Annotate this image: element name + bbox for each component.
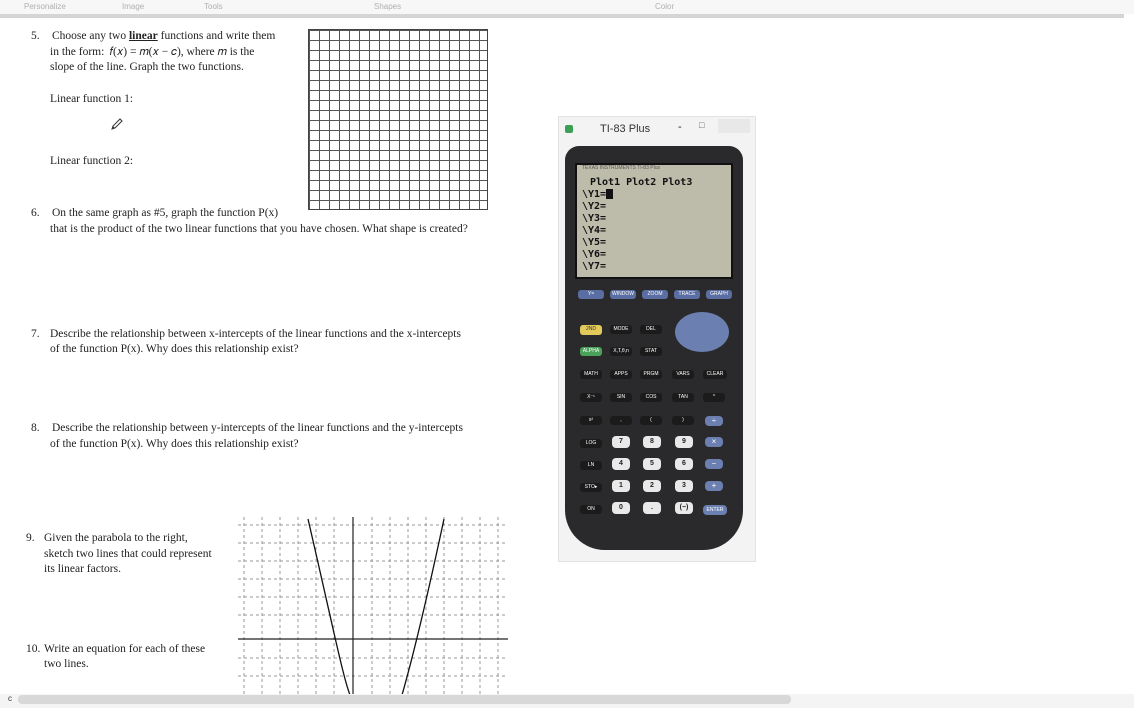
graph-grid — [308, 29, 488, 210]
key-cos[interactable]: COS — [640, 393, 662, 402]
toolbar-item-shapes[interactable]: Shapes — [374, 2, 402, 11]
key-add[interactable]: + — [705, 481, 723, 491]
key-apps[interactable]: APPS — [610, 370, 632, 379]
arrow-pad[interactable] — [675, 312, 729, 352]
question-10-line-2: two lines. — [44, 658, 89, 670]
key-7[interactable]: 7 — [612, 436, 630, 448]
key-power[interactable]: ^ — [703, 393, 725, 402]
key-on[interactable]: ON — [580, 505, 602, 514]
key-3[interactable]: 3 — [675, 480, 693, 492]
y6-line: \Y6= — [582, 249, 607, 260]
key-negative[interactable]: (−) — [675, 502, 693, 514]
y3-line: \Y3= — [582, 213, 607, 224]
parabola-graph — [238, 517, 510, 700]
question-9-number: 9. — [26, 532, 35, 544]
question-5 — [31, 29, 40, 45]
annotation-toolbar — [0, 0, 1134, 14]
y2-line: \Y2= — [582, 201, 607, 212]
key-tan[interactable]: TAN — [672, 393, 694, 402]
corner-label: c — [8, 694, 12, 703]
key-sto[interactable]: STO▸ — [580, 483, 602, 492]
key-6[interactable]: 6 — [675, 458, 693, 470]
y5-line: \Y5= — [582, 237, 607, 248]
key-0[interactable]: 0 — [612, 502, 630, 514]
key-y-equals[interactable]: Y= — [578, 290, 604, 299]
key-8[interactable]: 8 — [643, 436, 661, 448]
key-comma[interactable]: , — [610, 416, 632, 425]
question-9-line-3: its linear factors. — [44, 563, 121, 575]
calculator-brand: TEXAS INSTRUMENTS TI-83 Plus — [582, 165, 660, 171]
key-log[interactable]: LOG — [580, 439, 602, 448]
horizontal-scrollbar[interactable] — [18, 695, 791, 704]
y4-line: \Y4= — [582, 225, 607, 236]
key-open-paren[interactable]: ( — [640, 416, 662, 425]
key-9[interactable]: 9 — [675, 436, 693, 448]
key-4[interactable]: 4 — [612, 458, 630, 470]
toolbar-item-tools[interactable]: Tools — [204, 2, 223, 11]
key-divide[interactable]: ÷ — [705, 416, 723, 426]
key-zoom[interactable]: ZOOM — [642, 290, 668, 299]
toolbar-item-image[interactable]: Image — [122, 2, 145, 11]
plot-menu: Plot1 Plot2 Plot3 — [590, 177, 693, 188]
linear-function-2-label: Linear function 2: — [50, 155, 134, 167]
key-del[interactable]: DEL — [640, 325, 662, 334]
calculator-app-icon — [565, 125, 573, 133]
question-6-number: 6. — [31, 207, 40, 219]
question-5-text: Choose any two linear functions and write them — [52, 30, 276, 42]
key-trace[interactable]: TRACE — [674, 290, 700, 299]
question-8-line-2: of the function P(x). Why does this relationship exist? — [50, 438, 299, 450]
question-6-line-1: On the same graph as #5, graph the function P(x) — [52, 207, 279, 219]
question-8-line-1: Describe the relationship between y-intercepts of the linear functions and the y-intercepts — [52, 422, 463, 434]
key-vars[interactable]: VARS — [672, 370, 694, 379]
key-square[interactable]: x² — [580, 416, 602, 425]
key-inverse[interactable]: X⁻¹ — [580, 393, 602, 402]
question-9-line-1: Given the parabola to the right, — [44, 532, 188, 544]
toolbar-item-color[interactable]: Color — [655, 2, 675, 11]
cursor-block — [606, 189, 613, 199]
key-subtract[interactable]: − — [705, 459, 723, 469]
key-graph[interactable]: GRAPH — [706, 290, 732, 299]
calculator-title: TI-83 Plus — [600, 123, 651, 135]
key-sin[interactable]: SIN — [610, 393, 632, 402]
key-2[interactable]: 2 — [643, 480, 661, 492]
key-mode[interactable]: MODE — [610, 325, 632, 334]
question-7-line-1: Describe the relationship between x-intercepts of the linear functions and the x-intercepts — [50, 328, 461, 340]
question-8-number: 8. — [31, 422, 40, 434]
key-5[interactable]: 5 — [643, 458, 661, 470]
key-clear[interactable]: CLEAR — [703, 370, 727, 379]
emphasis-linear: linear — [128, 30, 158, 42]
question-6-line-2: that is the product of the two linear functions that you have chosen. What shape is created? — [50, 223, 468, 235]
key-close-paren[interactable]: ) — [672, 416, 694, 425]
key-enter[interactable]: ENTER — [703, 505, 727, 515]
key-ln[interactable]: LN — [580, 461, 602, 470]
question-number: 5. — [31, 30, 40, 42]
toolbar-item-personalize[interactable]: Personalize — [24, 2, 66, 11]
key-stat[interactable]: STAT — [640, 347, 662, 356]
minimize-button[interactable]: - — [678, 121, 682, 133]
question-9-line-2: sketch two lines that could represent — [44, 548, 212, 560]
key-prgm[interactable]: PRGM — [640, 370, 662, 379]
restore-button[interactable]: □ — [699, 120, 705, 130]
key-multiply[interactable]: × — [705, 437, 723, 447]
y7-line: \Y7= — [582, 261, 607, 272]
question-7-line-2: of the function P(x). Why does this relationship exist? — [50, 343, 299, 355]
key-xt[interactable]: X,T,θ,n — [610, 347, 632, 356]
question-7-number: 7. — [31, 328, 40, 340]
key-2nd[interactable]: 2ND — [580, 325, 602, 335]
question-10-number: 10. — [26, 643, 41, 655]
question-10-line-1: Write an equation for each of these — [44, 643, 206, 655]
y1-line: \Y1= — [582, 189, 613, 201]
key-decimal[interactable]: . — [643, 502, 661, 514]
question-5-line-2: in the form: 𝑓(𝑥) = 𝑚(𝑥 − 𝑐), where 𝑚 is the — [50, 46, 255, 58]
key-window[interactable]: WINDOW — [610, 290, 636, 299]
toolbar-divider — [0, 14, 1124, 18]
key-math[interactable]: MATH — [580, 370, 602, 379]
linear-function-1-label: Linear function 1: — [50, 93, 134, 105]
close-button[interactable] — [718, 119, 750, 133]
question-5-line-3: slope of the line. Graph the two functions. — [50, 61, 244, 73]
key-1[interactable]: 1 — [612, 480, 630, 492]
key-alpha[interactable]: ALPHA — [580, 347, 602, 356]
pen-cursor-icon — [110, 117, 124, 136]
